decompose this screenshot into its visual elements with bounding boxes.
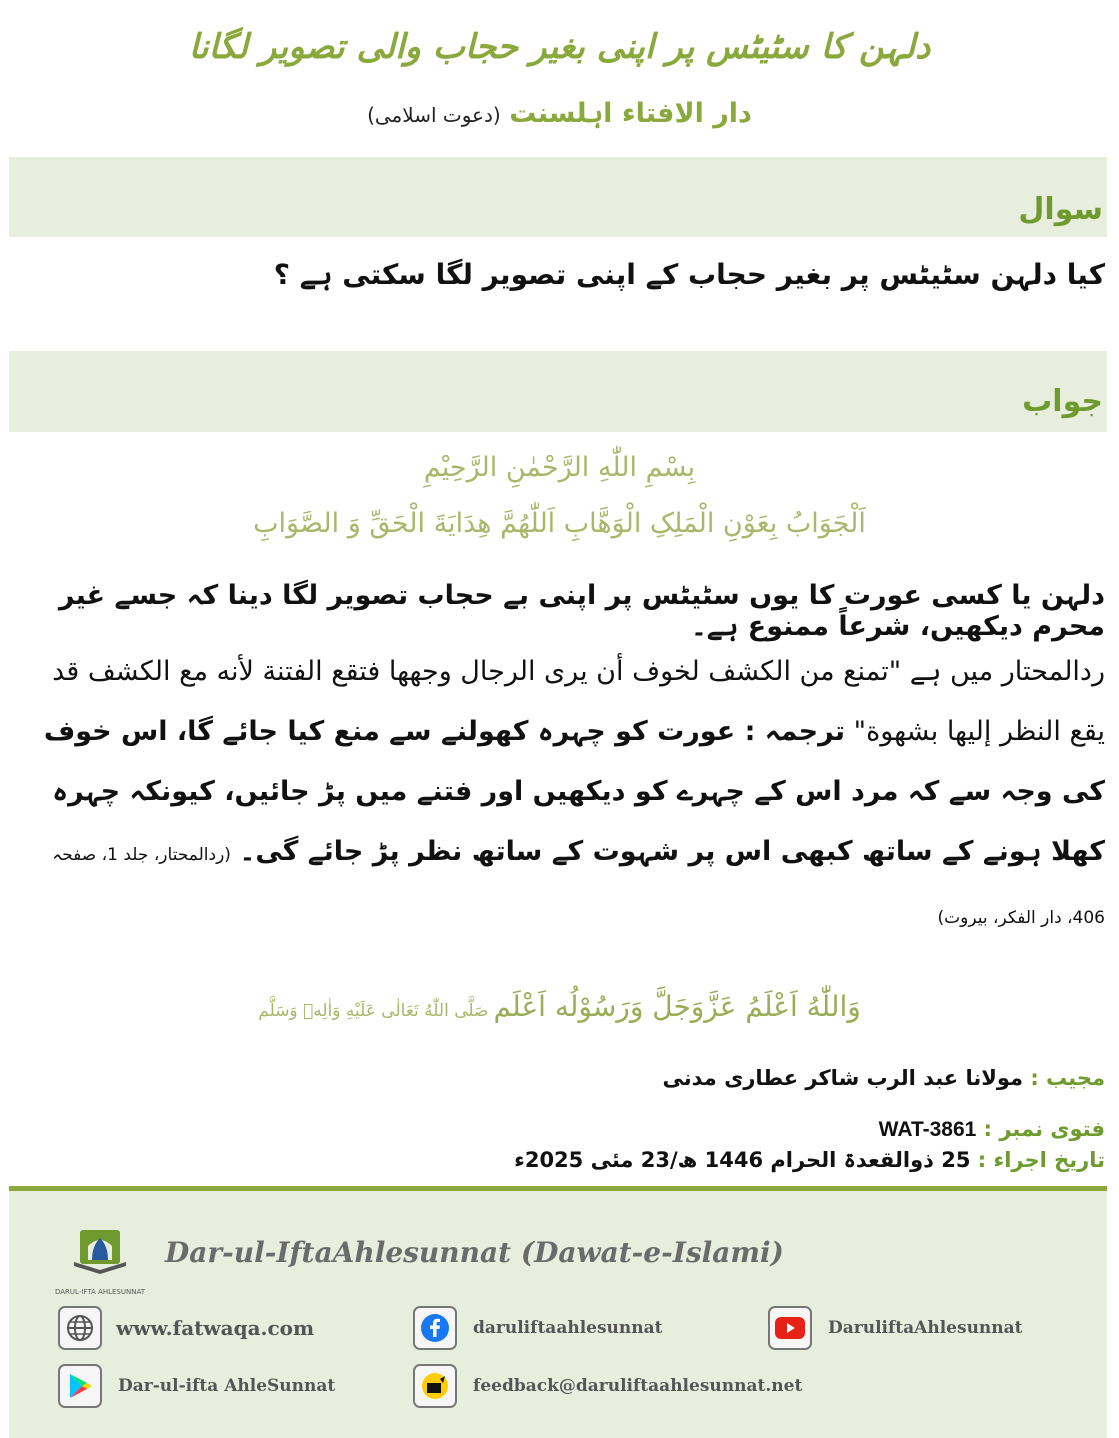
feedback-link[interactable]	[413, 1364, 802, 1408]
question-band	[9, 157, 1107, 237]
page-title: دلہن کا سٹیٹس پر اپنی بغیر حجاب والی تصویر لگانا	[188, 27, 931, 67]
youtube-link[interactable]	[768, 1306, 1023, 1350]
answer-opening: اَلْجَوَابُ بِعَوْنِ الْمَلِکِ الْوَهَّابِ اَللّٰهُمَّ هِدَایَةَ الْحَقِّ وَ الصَّوَابِ	[253, 508, 866, 539]
org-affiliation: (دعوت اسلامی)	[367, 103, 501, 127]
feedback-icon	[413, 1364, 457, 1408]
bismillah: بِسْمِ اللّٰهِ الرَّحْمٰنِ الرَّحِیْمِ	[423, 452, 696, 483]
logo-caption: DARUL-IFTA AHLESUNNAT	[55, 1288, 145, 1296]
date-label: تاریخ اجراء :	[977, 1148, 1105, 1172]
question-heading: سوال	[1018, 192, 1103, 227]
fatwa-line	[879, 1117, 1105, 1142]
answer-paragraph-1: دلہن یا کسی عورت کا یوں سٹیٹس پر اپنی بے حجاب تصویر لگا دینا کہ جسے غیر محرم دیکھیں، شرعاً ممنوع ہے۔	[58, 580, 1105, 642]
darul-ifta-logo	[52, 1226, 148, 1296]
feedback-text: feedback@daruliftaahlesunnat.net	[473, 1376, 803, 1396]
closing-salutation: صَلَّی اللّٰهُ تَعَالٰی عَلَیْهِ وَاٰلِهٖ وَسَلَّم	[258, 1001, 489, 1021]
answer-band	[9, 351, 1107, 432]
mujeeb-label: مجیب :	[1030, 1066, 1105, 1090]
question-text: کیا دلہن سٹیٹس پر بغیر حجاب کے اپنی تصویر لگا سکتی ہے ؟	[273, 258, 1105, 291]
facebook-text: daruliftaahlesunnat	[473, 1318, 663, 1338]
quote-translation: ترجمہ : عورت کو چہرہ کھولنے سے منع کیا جائے گا، اس خوف کی وجہ سے کہ مرد اس کے چہرے کو دیکھیں اور فتنے میں پڑ جائیں، کیونکہ چہرہ کھلا ہونے کے ساتھ کبھی اس پر شہوت کے ساتھ نظر پڑ جائے گی۔	[43, 716, 1105, 867]
footer-brand: Dar-ul-IftaAhlesunnat (Dawat-e-Islami)	[165, 1236, 784, 1269]
fatwa-label: فتوی نمبر :	[983, 1117, 1105, 1141]
date-line	[514, 1148, 1105, 1172]
reference: (ردالمحتار، جلد 1، صفحہ 406، دار الفکر، بیروت)	[52, 845, 1105, 928]
date-value: 25 ذوالقعدۃ الحرام 1446 ھ/23 مئی 2025ء	[514, 1148, 971, 1172]
answer-paragraph-2	[15, 642, 1105, 948]
fatwa-number: WAT-3861	[878, 1118, 977, 1141]
playstore-text: Dar-ul-ifta AhleSunnat	[118, 1376, 336, 1396]
website-text: www.fatwaqa.com	[116, 1316, 315, 1340]
org-subtitle	[0, 98, 1119, 129]
facebook-link[interactable]	[413, 1306, 662, 1350]
closing-main: وَاللّٰهُ اَعْلَمُ عَزَّوَجَلَّ وَرَسُوْلُه اَعْلَم	[493, 990, 861, 1023]
quote-intro: ردالمحتار میں ہے	[909, 656, 1105, 687]
website-link[interactable]	[58, 1306, 314, 1350]
facebook-icon	[413, 1306, 457, 1350]
youtube-text: DaruliftaAhlesunnat	[828, 1318, 1023, 1338]
mujeeb-line	[663, 1066, 1106, 1090]
closing	[0, 990, 1119, 1023]
youtube-icon	[768, 1306, 812, 1350]
play-store-icon	[58, 1364, 102, 1408]
playstore-link[interactable]	[58, 1364, 335, 1408]
mujeeb-name: مولانا عبد الرب شاکر عطاری مدنی	[662, 1066, 1024, 1090]
answer-heading: جواب	[1022, 384, 1103, 419]
globe-icon	[58, 1306, 102, 1350]
arabic-quote: "تمنع من الکشف لخوف أن یری الرجال وجهها فتقع الفتنة لأنه مع الکشف قد یقع النظر إلیها بشهوة"	[52, 656, 1105, 747]
org-name: دار الافتاء اہلسنت	[509, 98, 752, 129]
